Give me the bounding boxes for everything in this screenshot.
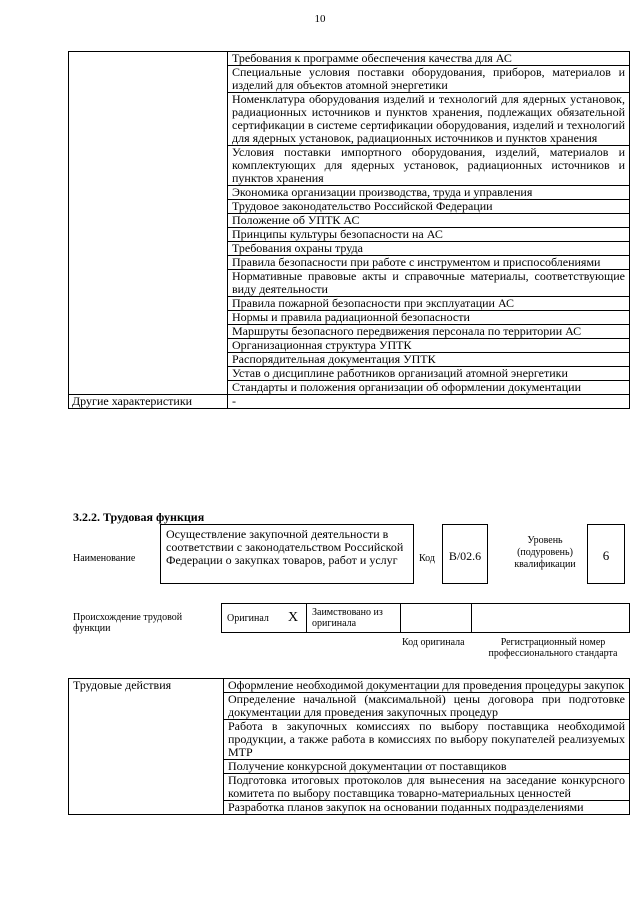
- code-original-cell: [400, 603, 472, 633]
- reg-number-cell: [471, 603, 630, 633]
- table-row: Экономика организации производства, труда и управления: [228, 186, 630, 200]
- name-label: Наименование: [73, 553, 136, 564]
- other-characteristics-label: Другие характеристики: [69, 395, 228, 409]
- table-row: Работа в закупочных комиссиях по выбору поставщика необходимой продукции, а также работа в комиссиях по выбору покупателей реализуемых МТР: [224, 720, 630, 760]
- table-row: Устав о дисциплине работников организаций атомной энергетики: [228, 367, 630, 381]
- code-original-caption: Код оригинала: [402, 637, 465, 648]
- section-heading: 3.2.2. Трудовая функция: [73, 510, 205, 524]
- labor-actions-table: [68, 678, 630, 815]
- table-row: Требования охраны труда: [228, 242, 630, 256]
- table-row: Трудовое законодательство Российской Федерации: [228, 200, 630, 214]
- table-row: Организационная структура УПТК: [228, 339, 630, 353]
- table-row: Получение конкурсной документации от поставщиков: [224, 760, 630, 774]
- table-row: Условия поставки импортного оборудования, изделий, материалов и комплектующих для ядерных установок, радиационных источников и пунктов хранения: [228, 146, 630, 186]
- page-number: 10: [314, 13, 326, 25]
- table-row: Подготовка итоговых протоколов для вынесения на заседание конкурсного комитета по выбору поставщика товарно-материальных ценностей: [224, 774, 630, 801]
- table-row: Принципы культуры безопасности на АС: [228, 228, 630, 242]
- table-row: Требования к программе обеспечения качества для АС: [228, 52, 630, 66]
- function-name-box: [160, 524, 414, 584]
- function-name-value: Осуществление закупочной деятельности в соответствии с законодательством Российской Федерации о закупках товаров, работ и услуг: [166, 527, 404, 567]
- level-value: 6: [602, 548, 610, 563]
- table-row: Правила безопасности при работе с инструментом и приспособлениями: [228, 256, 630, 270]
- table-row: Стандарты и положения организации об оформлении документации: [228, 381, 630, 395]
- table-row: Положение об УПТК АС: [228, 214, 630, 228]
- table-row: Нормы и правила радиационной безопасности: [228, 311, 630, 325]
- original-cell: [221, 603, 307, 633]
- borrowed-cell: [306, 603, 401, 633]
- origin-label: Происхождение трудовой функции: [73, 612, 183, 634]
- table-row: Специальные условия поставки оборудования, приборов, материалов и изделий для объектов атомной энергетики: [228, 66, 630, 93]
- table-row: Оформление необходимой документации для проведения процедуры закупок: [224, 679, 630, 693]
- other-characteristics-value: -: [228, 395, 630, 409]
- borrowed-label: Заимствовано из оригинала: [312, 607, 383, 629]
- table-row: Распорядительная документация УПТК: [228, 353, 630, 367]
- knowledge-table: [68, 51, 630, 409]
- table-row: Нормативные правовые акты и справочные материалы, соответствующие виду деятельности: [228, 270, 630, 297]
- code-value: В/02.6: [448, 549, 482, 563]
- table-row: Маршруты безопасного передвижения персонала по территории АС: [228, 325, 630, 339]
- table-row: Определение начальной (максимальной) цены договора при подготовке документации для проведения закупочных процедур: [224, 693, 630, 720]
- labor-actions-label: Трудовые действия: [69, 679, 224, 815]
- code-box: [442, 524, 488, 584]
- table-row: Разработка планов закупок на основании поданных подразделениями: [224, 801, 630, 815]
- table-row: Номенклатура оборудования изделий и технологий для ядерных установок, радиационных источников и пунктов хранения, подлежащих обязательной сертификации в системе сертификации оборудования, изделий и технологий для ядерных установок, радиационных источников и пунктов хранения: [228, 93, 630, 146]
- original-mark: Х: [288, 610, 299, 625]
- empty-left-cell: [69, 52, 228, 395]
- level-label: Уровень (подуровень) квалификации: [514, 535, 576, 570]
- table-row: Правила пожарной безопасности при эксплуатации АС: [228, 297, 630, 311]
- level-box: [587, 524, 625, 584]
- reg-number-caption: Регистрационный номер профессионального стандарта: [488, 637, 618, 659]
- original-label: Оригинал: [227, 613, 269, 624]
- code-label: Код: [419, 553, 435, 564]
